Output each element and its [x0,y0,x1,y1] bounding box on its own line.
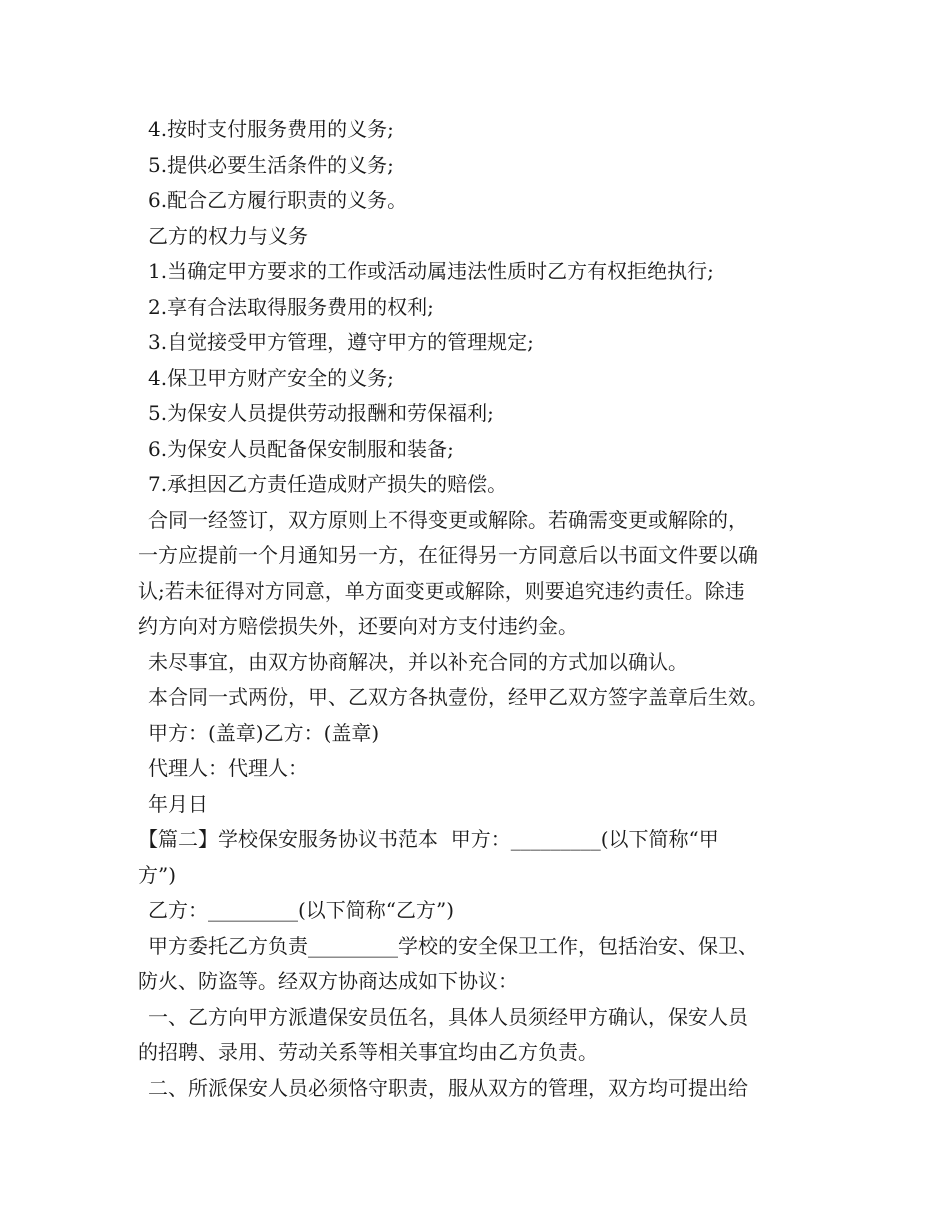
text-line: 的招聘、录用、劳动关系等相关事宜均由乙方负责。 [138,1040,598,1064]
text-line: 甲方：(盖章)乙方：(盖章) [148,720,380,745]
text-line: 3.自觉接受甲方管理，遵守甲方的管理规定; [148,330,534,354]
text-line: 防火、防盗等。经双方协商达成如下协议： [138,969,518,993]
text-line: 1.当确定甲方要求的工作或活动属违法性质时乙方有权拒绝执行; [148,259,714,283]
text-line: 乙方的权力与义务 [148,223,308,248]
text-line: 合同一经签订，双方原则上不得变更或解除。若确需变更或解除的， [148,507,748,532]
text-line: 二、所派保安人员必须恪守职责，服从双方的管理，双方均可提出给 [148,1075,748,1100]
text-line: 年月日 [148,791,208,816]
text-line: 认;若未征得对方同意，单方面变更或解除，则要追究违约责任。除违 [138,578,745,603]
text-line: 方”) [138,862,177,887]
text-line: 2.享有合法取得服务费用的权利; [148,294,434,319]
text-line: 5.提供必要生活条件的义务; [148,152,394,177]
text-line: 4.按时支付服务费用的义务; [148,117,394,141]
text-line: 约方向对方赔偿损失外，还要向对方支付违约金。 [138,614,578,638]
text-line: 本合同一式两份，甲、乙双方各执壹份，经甲乙双方签字盖章后生效。 [148,685,768,709]
document-body [138,112,818,1106]
text-line: 4.保卫甲方财产安全的义务; [148,365,394,390]
text-line: 6.为保安人员配备保安制服和装备; [148,436,454,461]
text-line: 甲方委托乙方负责_________学校的安全保卫工作，包括治安、保卫、 [148,933,758,958]
text-line: 一方应提前一个月通知另一方，在征得另一方同意后以书面文件要以确 [138,543,758,567]
text-line: 5.为保安人员提供劳动报酬和劳保福利; [148,401,494,425]
text-line: 乙方：_________(以下简称“乙方”) [148,898,455,922]
text-line: 6.配合乙方履行职责的义务。 [148,188,408,212]
text-line: 未尽事宜，由双方协商解决，并以补充合同的方式加以确认。 [148,649,688,674]
text-line: 一、乙方向甲方派遣保安员伍名，具体人员须经甲方确认，保安人员 [148,1004,748,1029]
text-line: 7.承担因乙方责任造成财产损失的赔偿。 [148,472,508,496]
text-line: 【篇二】学校保安服务协议书范本 甲方：_________(以下简称“甲 [138,827,719,851]
text-line: 代理人：代理人： [148,756,308,780]
